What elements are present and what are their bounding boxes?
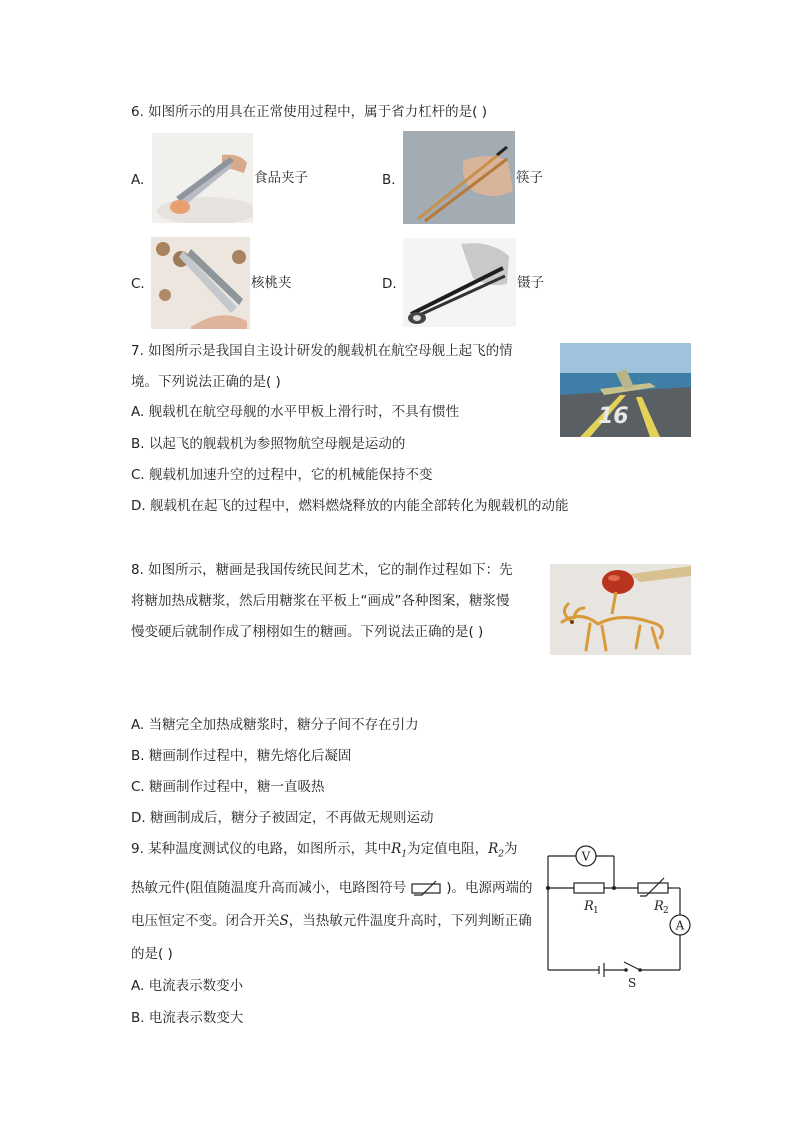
r2-symbol: R — [488, 841, 499, 857]
r1-label-sub: 1 — [593, 906, 599, 916]
q6-option-c-letter: C. — [131, 276, 145, 292]
q7-stem-line2: 境。下列说法正确的是( ) — [131, 374, 281, 390]
q9-line1-a: 9. 某种温度测试仪的电路，如图所示，其中 — [131, 841, 392, 857]
r2-label: R — [654, 899, 664, 914]
sugar-painting-image — [550, 564, 691, 655]
q6-option-d-letter: D. — [382, 276, 397, 292]
thermistor-r2-icon — [638, 883, 668, 893]
nutcracker-image — [151, 237, 250, 329]
q9-line2-a: 热敏元件(阻值随温度升高而减小，电路图符号 — [131, 880, 407, 896]
switch-label: S — [628, 976, 637, 990]
circuit-diagram — [540, 840, 700, 990]
r1-symbol: R — [391, 841, 402, 857]
r1-subscript: 1 — [401, 849, 408, 860]
q8-option-a: A. 当糖完全加热成糖浆时，糖分子间不存在引力 — [131, 717, 419, 733]
chopsticks-image — [403, 131, 515, 224]
q8-stem-line2: 将糖加热成糖浆，然后用糖浆在平板上“画成”各种图案，糖浆慢 — [131, 593, 510, 609]
resistor-r1-icon — [574, 883, 604, 893]
s-symbol: S — [279, 913, 289, 929]
q8-option-b: B. 糖画制作过程中，糖先熔化后凝固 — [131, 748, 352, 764]
q9-option-a: A. 电流表示数变小 — [131, 978, 244, 994]
food-tongs-image — [152, 133, 253, 223]
carrier-aircraft-image — [560, 343, 691, 437]
q9-stem-line3 — [131, 915, 532, 929]
q7-option-b: B. 以起飞的舰载机为参照物航空母舰是运动的 — [131, 436, 406, 452]
q6-option-a-letter: A. — [131, 172, 145, 188]
q6-option-c-label: 核桃夹 — [251, 275, 292, 291]
voltmeter-label: V — [581, 849, 591, 864]
deck-number: 16 — [598, 404, 629, 429]
q9-line3-a: 电压恒定不变。闭合开关 — [131, 913, 280, 929]
q6-option-a-label: 食品夹子 — [254, 170, 308, 186]
r1-label: R — [584, 899, 594, 914]
q6-option-b-letter: B. — [382, 172, 396, 188]
q9-line2-b: )。电源两端的 — [446, 880, 533, 896]
q9-line3-b: ，当热敏元件温度升高时，下列判断正确 — [288, 913, 532, 929]
q8-stem-line1: 8. 如图所示，糖画是我国传统民间艺术，它的制作过程如下：先 — [131, 562, 513, 578]
r2-label-sub: 2 — [663, 906, 669, 916]
q6-option-d-label: 镊子 — [517, 275, 544, 291]
q8-option-c: C. 糖画制作过程中，糖一直吸热 — [131, 779, 325, 795]
q8-option-d: D. 糖画制成后，糖分子被固定，不再做无规则运动 — [131, 810, 434, 826]
q9-line1-b: 为定值电阻， — [407, 841, 489, 857]
ammeter-label: A — [675, 918, 685, 933]
q7-stem-line1: 7. 如图所示是我国自主设计研发的舰载机在航空母舰上起飞的情 — [131, 343, 513, 359]
q9-stem-line2 — [131, 879, 533, 897]
thermistor-symbol-icon — [408, 879, 444, 897]
q9-option-b: B. 电流表示数变大 — [131, 1010, 244, 1026]
q6-stem: 6. 如图所示的用具在正常使用过程中，属于省力杠杆的是( ) — [131, 104, 487, 120]
q7-option-c: C. 舰载机加速升空的过程中，它的机械能保持不变 — [131, 467, 433, 483]
q8-stem-line3: 慢变硬后就制作成了栩栩如生的糖画。下列说法正确的是( ) — [131, 624, 484, 640]
q6-option-b-label: 筷子 — [516, 170, 543, 186]
q7-option-a: A. 舰载机在航空母舰的水平甲板上滑行时，不具有惯性 — [131, 404, 460, 420]
r2-subscript: 2 — [498, 849, 504, 860]
tweezers-image — [403, 238, 516, 327]
q9-stem-line4: 的是( ) — [131, 946, 173, 962]
q7-option-d: D. 舰载机在起飞的过程中，燃料燃烧释放的内能全部转化为舰载机的动能 — [131, 498, 569, 514]
q9-line1-c: 为 — [503, 841, 518, 857]
q9-stem-line1 — [131, 843, 517, 860]
